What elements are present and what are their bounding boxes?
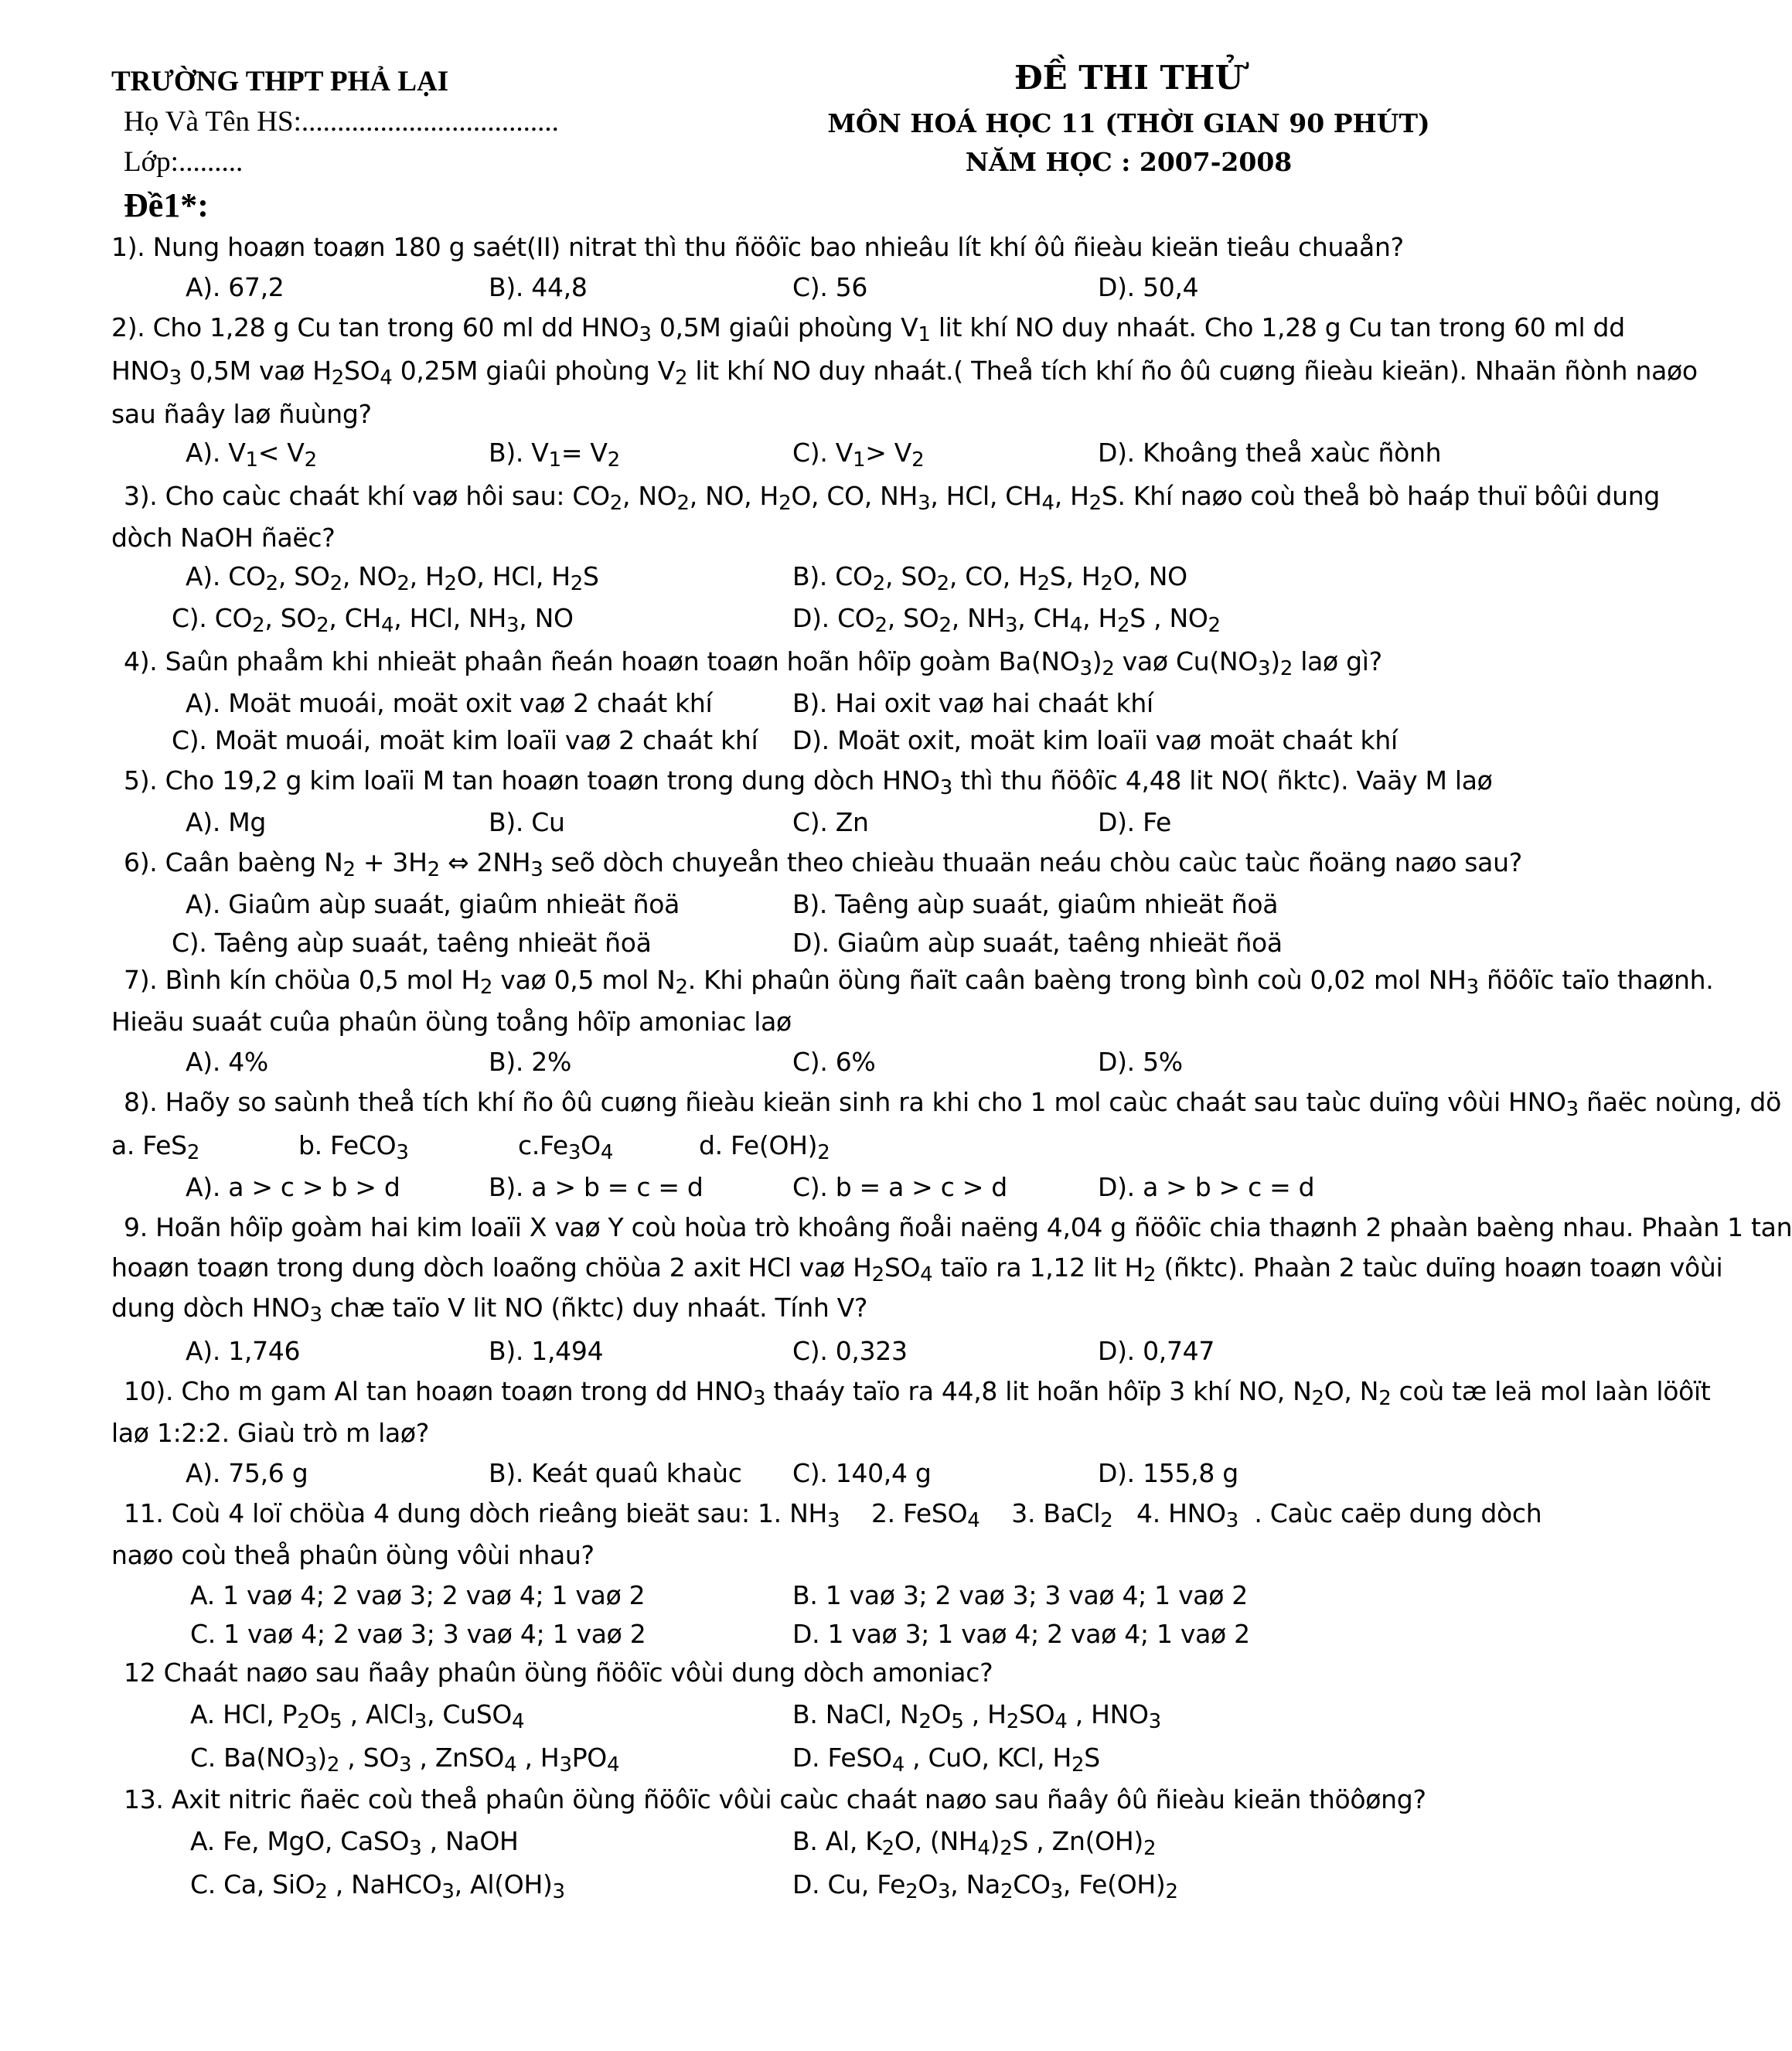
text-line: B). 1,494 [489, 1336, 604, 1366]
text-line: D). Giaûm aùp suaát, taêng nhieät ñoä [792, 928, 1283, 958]
text-line: 11. Coù 4 loï chöùa 4 dung dòch rieâng bieät sau: 1. $NH_3$ 2. FeSO$_4$ 3. BaCl$_2$ 4. $HNO_3$ . Caùc caëp dung dòch [124, 1498, 1542, 1532]
text-line: D). 155,8 g [1098, 1458, 1238, 1488]
text-line: A). 1,746 [186, 1336, 301, 1366]
text-line: C). Taêng aùp suaát, taêng nhieät ñoä [172, 928, 652, 958]
school-name: TRƯỜNG THPT PHẢ LẠI [111, 66, 449, 97]
text-line: A. Fe, MgO, CaSO$_3$ , NaOH [190, 1826, 519, 1860]
text-line: C). Moät muoái, moät kim loaïi vaø 2 chaát khí [172, 725, 758, 755]
text-line: A). 4% [186, 1047, 268, 1077]
text-line: $HNO_3$ 0,5M vaø $H_2SO_4$ 0,25M giaûi phoùng $V_2$ lit khí NO duy nhaát.( Theå tích khí ño ôû cuøng ñieàu kieän). Nhaän ñònh naøo [111, 356, 1698, 390]
text-line: C). 0,323 [792, 1336, 908, 1366]
text-line: B. NaCl, $N_2O_5$ , $H_2SO_4$ , $HNO_3$ [792, 1699, 1161, 1733]
text-line: D). Fe [1098, 807, 1171, 837]
text-line: D). 0,747 [1098, 1336, 1215, 1366]
text-line: D). 5% [1098, 1047, 1183, 1077]
text-line: D. Cu, $Fe_2O_3$, $Na_2CO_3$, $Fe(OH)_2$ [792, 1869, 1178, 1903]
text-line: B. 1 vaø 3; 2 vaø 3; 3 vaø 4; 1 vaø 2 [792, 1580, 1248, 1610]
text-line: 1). Nung hoaøn toaøn 180 g saét(II) nitrat thì thu ñöôïc bao nhieâu lít khí ôû ñieàu kieän tieâu chuaån? [111, 232, 1404, 262]
text-line: B). $V_1= V_2$ [489, 438, 620, 472]
text-line: B). Hai oxit vaø hai chaát khí [792, 688, 1153, 718]
text-line: D). $CO_2$, $SO_2$, $NH_3$, $CH_4$, $H_2S$ , $NO_2$ [792, 603, 1221, 637]
text-line: dòch NaOH ñaëc? [111, 523, 336, 553]
text-line: 4). Saûn phaåm khi nhieät phaân ñeán hoaøn toaøn hoãn hôïp goàm $Ba(NO_3)_2$ vaø $Cu(NO_3)_2$ laø gì? [124, 646, 1382, 680]
text-line: B). $CO_2$, $SO_2$, CO, $H_2S$, $H_2O$, NO [792, 561, 1187, 595]
text-line: C). 56 [792, 272, 868, 302]
text-line: C. Ca, SiO$_2$ , NaHCO$_3$, $Al(OH)_3$ [190, 1869, 565, 1903]
text-line: 3). Cho caùc chaát khí vaø hôi sau: $CO_2$, $NO_2$, NO, $H_2O$, CO, $NH_3$, HCl, $CH_4$, $H_2S$. Khí naøo coù theå bò haáp thuï bôûi dung [124, 481, 1661, 515]
text-line: A). a > c > b > d [186, 1172, 400, 1202]
exam-subject: MÔN HOÁ HỌC 11 (THỜI GIAN 90 PHÚT) [827, 108, 1430, 138]
text-line: A). 75,6 g [186, 1458, 308, 1488]
text-line: C. 1 vaø 4; 2 vaø 3; 3 vaø 4; 1 vaø 2 [190, 1619, 646, 1649]
text-line: D). Moät oxit, moät kim loaïi vaø moät chaát khí [792, 725, 1398, 755]
text-line: D). a > b > c = d [1098, 1172, 1315, 1202]
text-line: Hieäu suaát cuûa phaûn öùng toång hôïp amoniac laø [111, 1007, 792, 1037]
text-line: D. 1 vaø 3; 1 vaø 4; 2 vaø 4; 1 vaø 2 [792, 1619, 1250, 1649]
text-line: dung dòch $HNO_3$ chæ taïo V lit NO (ñktc) duy nhaát. Tính V? [111, 1293, 868, 1327]
text-line: 2). Cho 1,28 g Cu tan trong 60 ml dd $HNO_3$ 0,5M giaûi phoùng $V_1$ lit khí NO duy nhaát. Cho 1,28 g Cu tan trong 60 ml dd [111, 312, 1625, 346]
text-line: sau ñaây laø ñuùng? [111, 399, 372, 429]
text-line: b. FeCO$_3$ [298, 1130, 409, 1164]
text-line: naøo coù theå phaûn öùng vôùi nhau? [111, 1540, 594, 1570]
text-line: C). b = a > c > d [792, 1172, 1007, 1202]
text-line: C). 6% [792, 1047, 876, 1077]
text-line: B). 44,8 [489, 272, 588, 302]
text-line: B). 2% [489, 1047, 572, 1077]
text-line: B. Al, $K_2O$, $(NH_4)_2S$ , $Zn(OH)_2$ [792, 1826, 1157, 1860]
text-line: B). Cu [489, 807, 565, 837]
text-line: 8). Haõy so saùnh theå tích khí ño ôû cuøng ñieàu kieän sinh ra khi cho 1 mol caùc chaát sau taùc duïng vôùi $HNO_3$ ñaëc noùng, dö [124, 1087, 1781, 1121]
text-line: 5). Cho 19,2 g kim loaïi M tan hoaøn toaøn trong dung dòch $HNO_3$ thì thu ñöôïc 4,48 lit NO( ñktc). Vaäy M laø [124, 765, 1493, 799]
text-line: 9. Hoãn hôïp goàm hai kim loaïi X vaø Y coù hoùa trò khoâng ñoåi naëng 4,04 g ñöôïc chia thaønh 2 phaàn baèng nhau. Phaàn 1 tan [124, 1212, 1792, 1242]
student-name-line: Họ Và Tên HS:.................................... [124, 106, 559, 138]
text-line: A). Moät muoái, moät oxit vaø 2 chaát khí [186, 688, 713, 718]
text-line: B). Taêng aùp suaát, giaûm nhieät ñoä [792, 889, 1279, 919]
text-line: C). 140,4 g [792, 1458, 932, 1488]
text-line: A). $V_1< V_2$ [186, 438, 317, 472]
text-line: 10). Cho m gam Al tan hoaøn toaøn trong dd $HNO_3$ thaáy taïo ra 44,8 lit hoãn hôïp 3 khí NO, $N_2O$, $N_2$ coù tæ leä mol laàn löôït [124, 1376, 1711, 1410]
text-line: 7). Bình kín chöùa 0,5 mol $H_2$ vaø 0,5 mol $N_2$. Khi phaûn öùng ñaït caân baèng trong bình coù 0,02 mol $NH_3$ ñöôïc taïo thaønh. [124, 965, 1714, 999]
class-line: Lớp:......... [124, 146, 244, 178]
text-line: A). 67,2 [186, 272, 284, 302]
text-line: A). Giaûm aùp suaát, giaûm nhieät ñoä [186, 889, 680, 919]
text-line: d. $Fe(OH)_2$ [699, 1130, 830, 1164]
text-line: A. HCl, $P_2O_5$ , AlCl$_3$, CuSO$_4$ [190, 1699, 525, 1733]
text-line: 12 Chaát naøo sau ñaây phaûn öùng ñöôïc vôùi dung dòch amoniac? [124, 1657, 993, 1688]
text-line: C). $V_1> V_2$ [792, 438, 925, 472]
text-line: D. FeSO$_4$ , CuO, KCl, $H_2S$ [792, 1743, 1100, 1777]
text-line: C). Zn [792, 807, 869, 837]
text-line: A. 1 vaø 4; 2 vaø 3; 2 vaø 4; 1 vaø 2 [190, 1580, 646, 1610]
text-line: C. $Ba(NO_3)_2$ , $SO_3$ , ZnSO$_4$ , $H_3PO_4$ [190, 1743, 620, 1777]
text-line: 13. Axit nitric ñaëc coù theå phaûn öùng ñöôïc vôùi caùc chaát naøo sau ñaây ôû ñieàu kieän thöôøng? [124, 1784, 1426, 1814]
text-line: hoaøn toaøn trong dung dòch loaõng chöùa 2 axit HCl vaø $H_2SO_4$ taïo ra 1,12 lit $H_2$ (ñktc). Phaàn 2 taùc duïng hoaøn toaøn vôùi [111, 1252, 1723, 1286]
text-line: laø 1:2:2. Giaù trò m laø? [111, 1418, 430, 1448]
exam-title: ĐỀ THI THỬ [1014, 59, 1244, 97]
text-line: a. FeS$_2$ [111, 1130, 200, 1164]
exam-year: NĂM HỌC : 2007-2008 [965, 147, 1293, 177]
text-line: D). Khoâng theå xaùc ñònh [1098, 438, 1442, 468]
text-line: $c.Fe_3O_4$ [518, 1130, 614, 1164]
exam-code: Đề1*: [124, 186, 209, 224]
text-line: C). $CO_2$, $SO_2$, $CH_4$, HCl, $NH_3$, NO [172, 603, 574, 637]
text-line: A). Mg [186, 807, 267, 837]
text-line: B). Keát quaû khaùc [489, 1458, 742, 1488]
text-line: 6). Caân baèng $N_2 + 3H_2$ ⇔ $2NH_3$ seõ dòch chuyeån theo chieàu thuaän neáu chòu caùc taùc ñoäng naøo sau? [124, 847, 1522, 881]
text-line: D). 50,4 [1098, 272, 1199, 302]
text-line: B). a > b = c = d [489, 1172, 704, 1202]
text-line: A). $CO_2$, $SO_2$, $NO_2$, $H_2O$, HCl, $H_2S$ [186, 561, 599, 595]
